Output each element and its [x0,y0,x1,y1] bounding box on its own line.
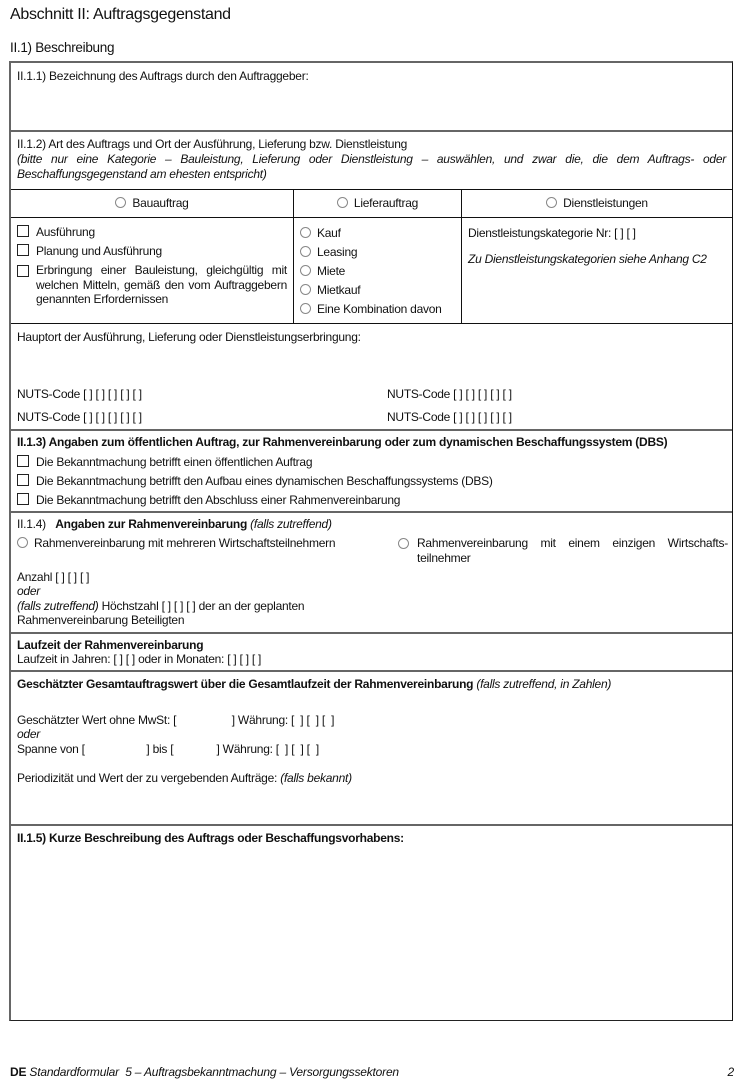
anzahl-field[interactable]: Anzahl [ ] [ ] [ ] [17,570,90,584]
section-ii-1-2-header [11,132,732,190]
checkbox-icon[interactable] [17,493,29,505]
section-ii-1-2-hint: (bitte nur eine Kategorie – Bauleistung, Lieferung oder Dienstleistung – auswählen, und zwar die, die dem Auftrags- oder Beschaffungsgegenstand am ehesten entspricht) [17,152,726,181]
liefer-option[interactable]: Mietkauf [300,283,360,298]
radio-icon[interactable] [300,284,311,295]
section-ii-1-4-title: II.1.4) Angaben zur Rahmenvereinbarung (falls zutreffend) [17,517,332,531]
checkbox-icon[interactable] [17,474,29,486]
hoechstzahl-cont: Rahmenvereinbarung Beteiligten [17,613,185,627]
laufzeit-field[interactable]: Laufzeit in Jahren: [ ] [ ] oder in Monaten: [ ] [ ] [ ] [17,652,262,666]
section-ii-1-4 [11,513,732,634]
checkbox-icon[interactable] [17,455,29,467]
liefer-option[interactable]: Eine Kombination davon [300,302,442,317]
nuts-code-field[interactable]: NUTS-Code [ ] [ ] [ ] [ ] [ ] [387,410,512,424]
dienst-note: Zu Dienstleistungskategorien siehe Anhang C2 [468,252,707,266]
wert-title: Geschätzter Gesamtauftragswert über die Gesamtlaufzeit der Rahmenvereinbarung (falls zutreffend, in Zahlen) [17,677,612,691]
bau-option[interactable]: Planung und Ausführung [17,244,162,259]
section-ii-1-1-label: II.1.1) Bezeichnung des Auftrags durch den Auftraggeber: [17,69,309,83]
option-single-operator[interactable]: Rahmenvereinbarung mit einem einzigen Wirtschafts-teilnehmer [398,536,728,565]
bau-option[interactable]: Ausführung [17,225,95,240]
wert-block [11,672,732,826]
liefer-option[interactable]: Miete [300,264,345,279]
category-row [11,190,732,218]
laufzeit-title: Laufzeit der Rahmenvereinbarung [17,638,204,652]
category-liefer[interactable]: Lieferauftrag [294,190,462,217]
section-ii-1-5[interactable] [11,826,732,1021]
nuts-code-field[interactable]: NUTS-Code [ ] [ ] [ ] [ ] [ ] [387,387,512,401]
section-ii-1-5-label: II.1.5) Kurze Beschreibung des Auftrags oder Beschaffungsvorhabens: [17,831,404,845]
radio-icon[interactable] [546,197,557,208]
category-bau[interactable]: Bauauftrag [11,190,294,217]
dbs-option[interactable]: Die Bekanntmachung betrifft den Abschluss einer Rahmenvereinbarung [17,493,400,508]
radio-icon[interactable] [115,197,126,208]
checkbox-icon[interactable] [17,265,29,277]
oder-text: oder [17,584,41,598]
radio-icon[interactable] [17,537,28,548]
radio-icon[interactable] [300,227,311,238]
subsection-title: II.1) Beschreibung [10,40,115,55]
nuts-code-field[interactable]: NUTS-Code [ ] [ ] [ ] [ ] [ ] [17,410,142,424]
liefer-options [294,218,462,323]
bau-options [11,218,294,323]
liefer-option[interactable]: Kauf [300,226,341,241]
section-ii-1-2-title: II.1.2) Art des Auftrags und Ort der Ausführung, Lieferung bzw. Dienstleistung [17,137,408,151]
spanne-field[interactable]: Spanne von [ ] bis [ ] Währung: [ ] [ ] [ ] [17,742,319,756]
bau-option[interactable]: Erbringung einer Bauleistung, gleichgültig mit welchen Mitteln, gemäß den vom Auftraggebern genannten Erfordernissen [17,263,287,307]
laufzeit-block [11,634,732,672]
page-footer [10,1065,734,1079]
dbs-option[interactable]: Die Bekanntmachung betrifft den Aufbau eines dynamischen Beschaffungssystems (DBS) [17,474,493,489]
wert-ohne-mwst-field[interactable]: Geschätzter Wert ohne MwSt: [ ] Währung: [ ] [ ] [ ] [17,713,335,727]
form-frame [9,61,733,1021]
hauptort-block [11,324,732,431]
nuts-code-field[interactable]: NUTS-Code [ ] [ ] [ ] [ ] [ ] [17,387,142,401]
liefer-option[interactable]: Leasing [300,245,357,260]
radio-icon[interactable] [398,538,409,549]
checkbox-icon[interactable] [17,225,29,237]
oder-text: oder [17,727,41,741]
hauptort-label: Hauptort der Ausführung, Lieferung oder Dienstleistungserbringung: [17,330,361,344]
radio-icon[interactable] [300,246,311,257]
radio-icon[interactable] [337,197,348,208]
radio-icon[interactable] [300,303,311,314]
options-row [11,218,732,324]
dbs-option[interactable]: Die Bekanntmachung betrifft einen öffentlichen Auftrag [17,455,312,470]
dienst-category-field[interactable]: Dienstleistungskategorie Nr: [ ] [ ] [468,226,636,240]
footer-text: Standardformular 5 – Auftragsbekanntmachung – Versorgungssektoren [29,1065,399,1079]
section-ii-1-3 [11,431,732,513]
dienst-options [462,218,732,323]
section-ii-1-3-title: II.1.3) Angaben zum öffentlichen Auftrag, zur Rahmenvereinbarung oder zum dynamischen Beschaffungssystem (DBS) [17,435,668,449]
section-ii-1-1 [11,63,732,132]
category-dienst[interactable]: Dienstleistungen [462,190,732,217]
hoechstzahl-field[interactable]: (falls zutreffend) Höchstzahl [ ] [ ] [ ] der an der geplanten [17,599,305,613]
section-title: Abschnitt II: Auftragsgegenstand [10,6,231,23]
footer-language: DE [10,1065,27,1079]
checkbox-icon[interactable] [17,244,29,256]
periodizitaet-field[interactable]: Periodizität und Wert der zu vergebenden Aufträge: (falls bekannt) [17,771,352,785]
page-number: 2 [727,1065,734,1079]
radio-icon[interactable] [300,265,311,276]
option-multiple-operators[interactable]: Rahmenvereinbarung mit mehreren Wirtschaftsteilnehmern [17,536,335,551]
